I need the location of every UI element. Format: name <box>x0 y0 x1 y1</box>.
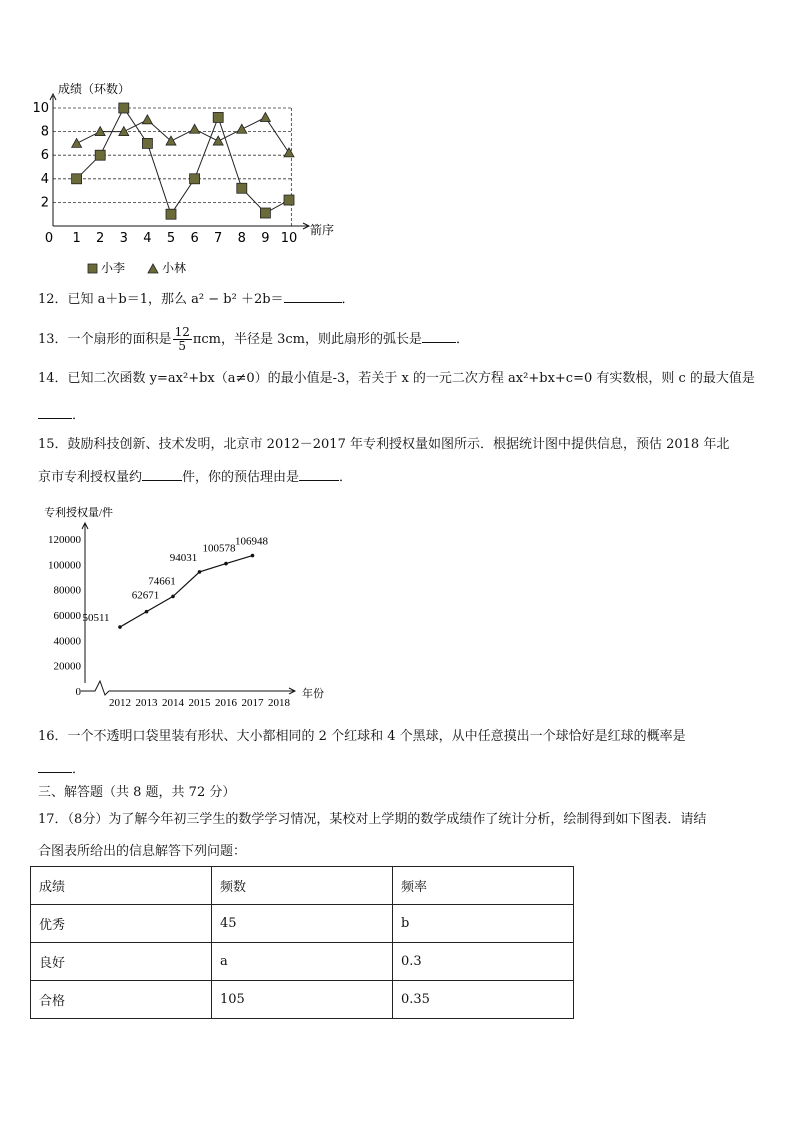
y-tick-label: 40000 <box>53 635 81 648</box>
table-cell: 0.3 <box>393 943 574 981</box>
x-tick-label: 2013 <box>135 697 158 709</box>
x-tick-label: 0 <box>44 231 54 246</box>
question-number: 16． <box>38 729 68 744</box>
question-text-cont: πcm，半径是 3cm，则此扇形的弧长是 <box>192 332 423 347</box>
table-header-row <box>31 867 574 905</box>
question-text: 一个扇形的面积是 <box>67 332 172 347</box>
table-header-cell: 成绩 <box>31 867 212 905</box>
table-header-cell: 频数 <box>212 867 393 905</box>
x-tick-label: 2014 <box>162 697 184 709</box>
data-label: 50511 <box>82 612 110 625</box>
question-text: 京市专利授权量约 <box>38 470 143 485</box>
question-number: 13． <box>38 332 68 347</box>
answer-blank-2[interactable] <box>299 468 339 481</box>
x-axis-label: 箭序 <box>310 223 335 237</box>
answer-blank[interactable] <box>422 330 456 343</box>
table-cell: 45 <box>212 905 393 943</box>
square-point <box>260 208 270 218</box>
legend-label-xiaolin: 小林 <box>162 261 187 275</box>
data-label: 62671 <box>131 589 160 602</box>
question-text: 一个不透明口袋里装有形状、大小都相同的 2 个红球和 4 个黑球，从中任意摸出一个球恰好是红球的概率是 <box>67 729 686 744</box>
legend-triangle-marker <box>148 264 158 273</box>
chart-legend <box>88 260 186 275</box>
square-point <box>190 174 200 184</box>
series-line-1 <box>77 108 289 214</box>
question-14 <box>38 370 755 388</box>
y-axis-label: 专利授权量/件 <box>44 507 114 519</box>
y-tick-label: 60000 <box>53 610 81 622</box>
question-17 <box>38 811 706 829</box>
fraction-numerator: 12 <box>174 325 190 339</box>
data-point <box>118 625 122 629</box>
question-text: 件，你的预估理由是 <box>182 470 300 485</box>
table-cell: 0.35 <box>393 981 574 1019</box>
table-cell: 优秀 <box>31 905 212 943</box>
question-end: ． <box>72 408 86 423</box>
question-16-line2 <box>38 760 85 779</box>
data-point <box>224 562 228 566</box>
legend-label-xiaoli: 小李 <box>101 261 126 275</box>
question-13 <box>38 322 469 358</box>
question-text: 已知 a＋b＝1，那么 a² − b² ＋2b＝ <box>67 292 284 307</box>
table-cell: 合格 <box>31 981 212 1019</box>
question-text: 已知二次函数 y=ax²+bx（a≠0）的最小值是-3，若关于 x 的一元二次方程 ax²+bx+c=0 有实数根，则 c 的最大值是 <box>67 371 755 386</box>
triangle-point <box>190 124 200 133</box>
y-tick-label: 10 <box>32 101 49 116</box>
y-tick-label: 100000 <box>48 559 81 572</box>
question-end: ． <box>456 332 470 347</box>
x-tick-label: 7 <box>214 231 223 246</box>
x-tick-label: 9 <box>261 231 270 246</box>
question-number: 12． <box>38 292 68 307</box>
y-tick-label: 120000 <box>48 534 81 546</box>
triangle-point <box>260 112 270 121</box>
question-15-line2 <box>38 468 352 487</box>
y-tick-label: 2 <box>40 195 49 211</box>
series-line-2 <box>77 117 289 152</box>
triangle-point <box>213 136 223 145</box>
y-tick-label: 4 <box>40 171 49 187</box>
x-axis-label: 年份 <box>302 688 324 700</box>
question-12 <box>38 290 355 309</box>
y-tick-label: 6 <box>40 148 49 164</box>
score-line-chart <box>30 76 360 286</box>
x-tick-label: 6 <box>190 231 199 246</box>
question-number: 15． <box>38 437 68 452</box>
question-number: 14． <box>38 371 68 386</box>
data-point <box>145 610 149 614</box>
table-row <box>31 981 574 1019</box>
question-end: ． <box>339 470 353 485</box>
score-frequency-table <box>30 866 574 1019</box>
x-tick-label: 3 <box>119 231 128 246</box>
table-cell: 良好 <box>31 943 212 981</box>
question-number: 17． <box>38 812 68 827</box>
x-tick-label: 2016 <box>215 697 237 709</box>
fraction <box>173 326 192 353</box>
fraction-denominator: 5 <box>178 339 187 353</box>
data-label: 100578 <box>202 542 236 555</box>
question-text: 合图表所给出的信息解答下列问题： <box>38 844 247 859</box>
data-point <box>198 570 202 574</box>
question-14-line2 <box>38 406 85 425</box>
square-point <box>95 150 105 160</box>
x-tick-label: 1 <box>72 231 81 246</box>
question-end: ． <box>341 292 355 307</box>
question-text: 鼓励科技创新、技术发明，北京市 2012－2017 年专利授权量如图所示．根据统计图中提供信息，预估 2018 年北 <box>67 437 730 452</box>
question-end: ． <box>72 762 86 777</box>
question-17-line2 <box>38 843 246 861</box>
triangle-point <box>237 124 247 133</box>
answer-blank[interactable] <box>38 406 72 419</box>
table-row <box>31 905 574 943</box>
answer-blank[interactable] <box>38 760 72 773</box>
x-tick-label: 2012 <box>109 697 131 709</box>
x-tick-label: 8 <box>237 231 246 246</box>
x-axis <box>81 677 294 695</box>
triangle-point <box>284 148 294 157</box>
y-tick-label: 80000 <box>53 584 81 597</box>
x-tick-label: 2017 <box>241 697 264 709</box>
square-point <box>72 174 82 184</box>
y-tick-label: 0 <box>75 686 81 698</box>
section-heading: 三、解答题（共 8 题，共 72 分） <box>38 785 236 800</box>
data-label: 106948 <box>235 535 268 548</box>
square-point <box>166 209 176 219</box>
data-label: 94031 <box>169 551 198 564</box>
x-tick-label: 10 <box>280 231 298 246</box>
table-cell: 105 <box>212 981 393 1019</box>
y-tick-label: 8 <box>40 124 49 140</box>
x-tick-label: 4 <box>143 231 152 246</box>
question-16 <box>38 728 686 746</box>
triangle-point <box>142 115 152 124</box>
answer-blank-1[interactable] <box>142 468 182 481</box>
answer-blank[interactable] <box>284 290 342 303</box>
square-point <box>213 112 223 122</box>
question-text: （8分）为了解今年初三学生的数学学习情况，某校对上学期的数学成绩作了统计分析，绘制得到如下图表．请结 <box>67 812 707 827</box>
table-cell: b <box>393 905 574 943</box>
x-tick-label: 5 <box>166 231 176 246</box>
x-tick-label: 2 <box>96 231 105 246</box>
y-axis-label: 成绩（环数） <box>58 82 131 96</box>
square-point <box>284 195 294 205</box>
patent-line-chart <box>36 500 356 715</box>
x-tick-label: 2018 <box>268 697 290 709</box>
table-header-cell: 频率 <box>393 867 574 905</box>
x-tick-label: 2015 <box>188 697 211 709</box>
data-point <box>171 595 175 599</box>
square-point <box>119 103 129 113</box>
table-row <box>31 943 574 981</box>
question-15 <box>38 436 729 454</box>
data-point <box>251 554 255 558</box>
square-point <box>237 183 247 193</box>
data-label: 74661 <box>148 575 176 588</box>
legend-square-marker <box>88 264 97 273</box>
table-cell: a <box>212 943 393 981</box>
y-tick-label: 20000 <box>53 660 81 673</box>
triangle-point <box>72 138 82 147</box>
square-point <box>142 138 152 148</box>
